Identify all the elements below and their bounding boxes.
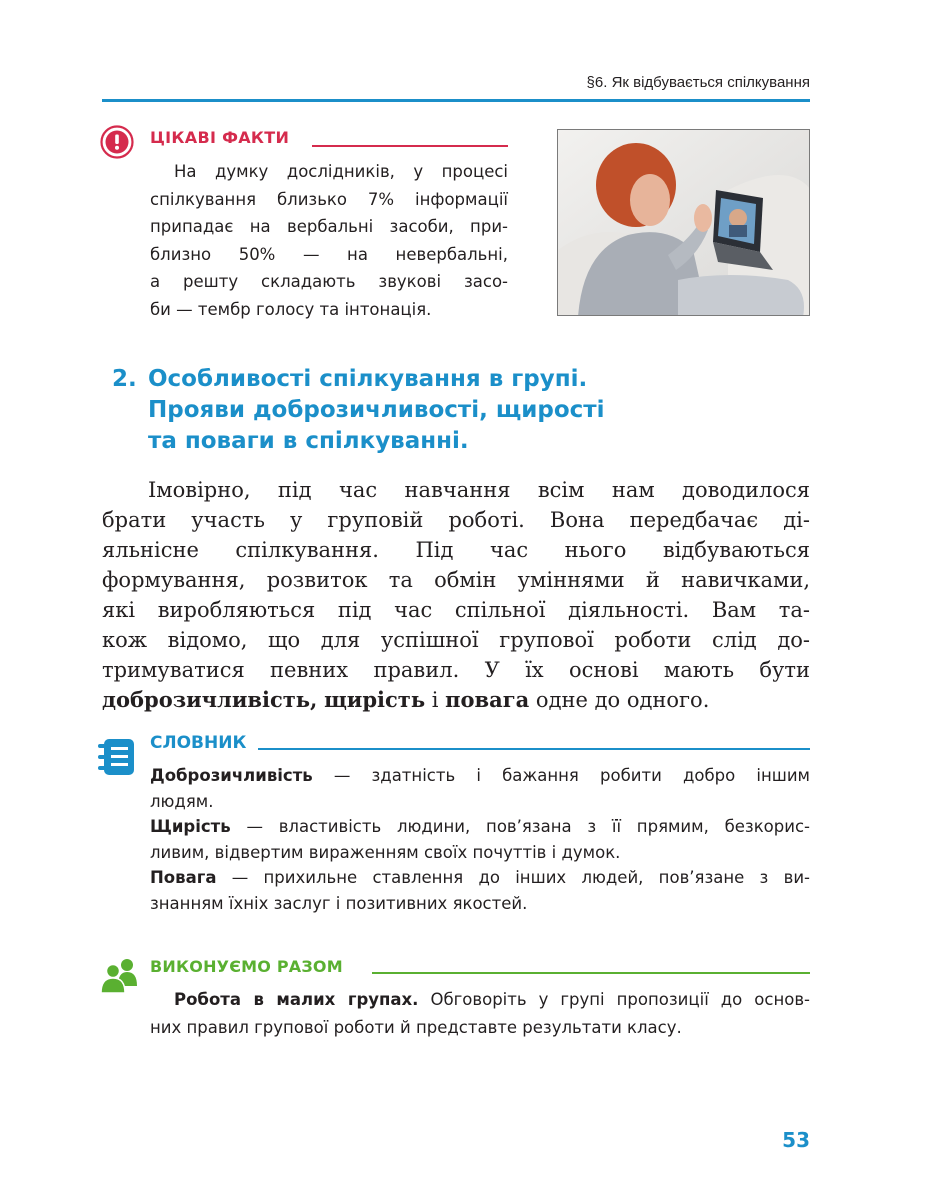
photo-woman-video-call [557,129,810,316]
dictionary-entry [150,763,810,789]
dictionary-rule [258,748,810,750]
paragraph-line: формування, розвиток та обмін уміннями й навичками, [102,568,810,592]
together-text [150,986,810,1042]
dictionary-term: Повага [150,868,217,887]
facts-line: припадає на вербальні засоби, при- [150,217,508,236]
paragraph-line: брати участь у груповій роботі. Вона передбачає ді- [102,508,810,532]
section-number: 2. [112,366,137,392]
dictionary-term: Доброзичливість [150,766,313,785]
dictionary-entry [150,865,810,891]
facts-line: а решту складають звукові засо- [150,272,508,291]
group-people-icon [100,956,138,994]
together-rule [372,972,810,974]
section-title-line: Особливості спілкування в групі. [148,366,588,392]
paragraph-ending: одне до одного. [535,688,710,712]
conjunction: і [431,688,439,712]
facts-line: би — тембр голосу та інтонація. [150,299,432,319]
paragraph-line: кож відомо, що для успішної групової роботи слід до- [102,628,810,652]
facts-rule [312,145,508,147]
together-line [150,986,810,1014]
together-bold-lead: Робота в малих групах. [174,990,419,1009]
together-line-rest: Обговоріть у групі пропозиції до основ- [418,990,810,1009]
dictionary-definition: ливим, відвертим вираженням своїх почуттів і думок. [150,842,621,862]
dictionary-term: Щирість [150,817,231,836]
exclamation-circle-icon [100,125,134,159]
paragraph-line: Імовірно, під час навчання всім нам доводилося [148,478,810,502]
dictionary-entry [150,814,810,840]
dictionary-definition: — здатність і бажання робити добро іншим [312,766,810,785]
term-sincerity: щирість [324,687,426,712]
notebook-icon [98,738,136,776]
dictionary-definition: — прихильне ставлення до інших людей, пов’язане з ви- [216,868,810,887]
dictionary-definition: людям. [150,791,214,811]
facts-line: близно 50% — на невербальні, [150,244,508,264]
dictionary-text [150,763,810,916]
together-heading: ВИКОНУЄМО РАЗОМ [150,957,343,976]
facts-line: На думку дослідників, у процесі [174,162,508,181]
running-header: §6. Як відбувається спілкування [586,74,810,91]
photo-illustration [558,130,810,316]
paragraph-line: тримуватися певних правил. У їх основі мають бути [102,658,810,682]
facts-text [150,158,508,323]
paragraph-line: яльнісне спілкування. Під час нього відбуваються [102,538,810,562]
dictionary-definition: — властивість людини, пов’язана з її прямим, безкорис- [230,817,810,836]
section-title-line: Прояви доброзичливості, щирості [148,397,605,423]
header-rule [102,99,810,102]
facts-line: спілкування близько 7% інформації [150,189,508,209]
section-title-line: та поваги в спілкуванні. [148,428,469,454]
facts-heading: ЦІКАВІ ФАКТИ [150,128,290,147]
dictionary-heading: СЛОВНИК [150,733,247,753]
dictionary-definition: знанням їхніх заслуг і позитивних якостей. [150,893,528,913]
main-paragraph [102,475,810,715]
paragraph-last-line [102,685,810,715]
paragraph-line: які виробляються під час спільної діяльності. Вам та- [102,598,810,622]
term-respect: повага [445,687,530,712]
together-line: них правил групової роботи й представте результати класу. [150,1018,682,1037]
page-number: 53 [782,1128,810,1152]
term-goodwill: доброзичливість, [102,687,318,712]
